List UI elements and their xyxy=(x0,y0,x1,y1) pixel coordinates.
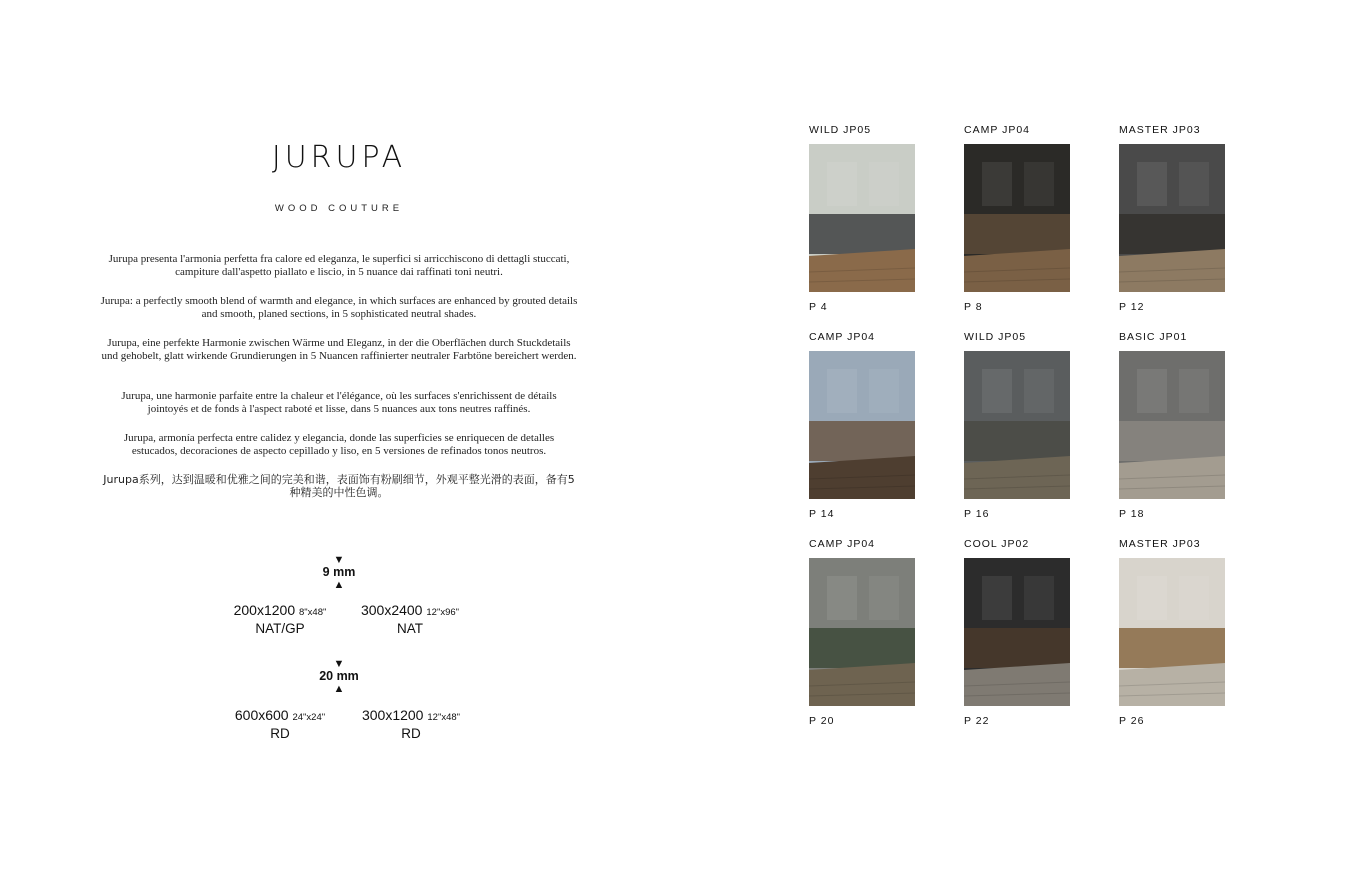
ambience-label: WILD JP05 xyxy=(964,331,1027,343)
page-reference[interactable]: P 12 xyxy=(1119,301,1145,313)
page-reference[interactable]: P 8 xyxy=(964,301,983,313)
ambience-label: MASTER JP03 xyxy=(1119,538,1201,550)
format-finish: NAT/GP xyxy=(255,621,305,636)
ambience-label: BASIC JP01 xyxy=(1119,331,1188,343)
page-reference[interactable]: P 18 xyxy=(1119,508,1145,520)
ambience-label: MASTER JP03 xyxy=(1119,124,1201,136)
format-inch: 24"x24" xyxy=(292,712,326,723)
description-es: Jurupa, armonía perfecta entre calidez y elegancia, donde las superficies se enriquecen de detalles estucados, decoraciones de aspecto cepillado y liso, en 5 versiones de refinados tonos neutros. xyxy=(123,432,555,457)
description-en: Jurupa: a perfectly smooth blend of warmth and elegance, in which surfaces are enhanced by grouted details and smooth, planed sections, in 5 sophisticated neutral shades. xyxy=(100,295,578,320)
thickness-value: 9 mm xyxy=(322,565,356,579)
room-image xyxy=(1119,558,1225,706)
format-size: 600x600 xyxy=(234,707,289,723)
format-finish: RD xyxy=(401,726,421,741)
collection-subtitle: WOOD COUTURE xyxy=(274,203,404,214)
thickness-indicator xyxy=(100,659,578,695)
thickness-value: 20 mm xyxy=(319,669,359,683)
page-reference[interactable]: P 22 xyxy=(964,715,990,727)
ambience-photo[interactable] xyxy=(809,351,915,499)
ambience-photo[interactable] xyxy=(809,558,915,706)
page-reference[interactable]: P 4 xyxy=(809,301,828,313)
format-item xyxy=(336,707,486,742)
format-inch: 12"x96" xyxy=(426,607,460,618)
format-inch: 12"x48" xyxy=(427,712,461,723)
ambience-photo[interactable] xyxy=(1119,558,1225,706)
arrow-down-icon: ▼ xyxy=(333,554,345,566)
ambience-label: CAMP JP04 xyxy=(809,331,875,343)
format-item xyxy=(340,602,480,637)
ambience-label: COOL JP02 xyxy=(964,538,1030,550)
room-image xyxy=(964,558,1070,706)
description-it: Jurupa presenta l'armonia perfetta fra calore ed eleganza, le superfici si arricchiscono di dettagli stuccati, campiture dall'aspetto piallato e liscio, in 5 nuance dai raffinati toni neutri. xyxy=(108,253,570,278)
page-reference[interactable]: P 14 xyxy=(809,508,835,520)
description-de: Jurupa, eine perfekte Harmonie zwischen Wärme und Eleganz, in der die Oberflächen durch Stuckdetails und gehobelt, glatt wirkende Grundierungen in 5 Nuancen raffinierter neutraler Farbtöne bereichert werden. xyxy=(101,337,577,362)
format-inch: 8"x48" xyxy=(299,607,327,618)
page-reference[interactable]: P 20 xyxy=(809,715,835,727)
format-size: 300x1200 xyxy=(361,707,424,723)
format-size: 200x1200 xyxy=(233,602,296,618)
page-reference[interactable]: P 16 xyxy=(964,508,990,520)
room-image xyxy=(964,144,1070,292)
ambience-photo[interactable] xyxy=(1119,144,1225,292)
arrow-up-icon: ▲ xyxy=(333,683,345,695)
room-image xyxy=(809,144,915,292)
room-image xyxy=(1119,144,1225,292)
ambience-photo[interactable] xyxy=(964,144,1070,292)
room-image xyxy=(1119,351,1225,499)
ambience-label: CAMP JP04 xyxy=(964,124,1030,136)
brand-logo: JURUPA xyxy=(271,140,407,175)
room-image xyxy=(809,351,915,499)
ambience-photo[interactable] xyxy=(809,144,915,292)
ambience-photo[interactable] xyxy=(964,558,1070,706)
thickness-indicator xyxy=(100,555,578,591)
ambience-label: CAMP JP04 xyxy=(809,538,875,550)
format-item xyxy=(210,602,350,637)
arrow-up-icon: ▲ xyxy=(333,579,345,591)
format-item xyxy=(205,707,355,742)
format-finish: NAT xyxy=(397,621,423,636)
page-reference[interactable]: P 26 xyxy=(1119,715,1145,727)
room-image xyxy=(964,351,1070,499)
ambience-label: WILD JP05 xyxy=(809,124,872,136)
description-zh: Jurupa系列，达到温暖和优雅之间的完美和谐，表面饰有粉刷细节，外观平整光滑的表面，备有5种精美的中性色调。 xyxy=(103,473,575,499)
ambience-photo[interactable] xyxy=(1119,351,1225,499)
ambience-photo[interactable] xyxy=(964,351,1070,499)
format-size: 300x2400 xyxy=(360,602,423,618)
format-finish: RD xyxy=(270,726,290,741)
description-fr: Jurupa, une harmonie parfaite entre la chaleur et l'élégance, où les surfaces s'enrichissent de détails jointoyés et de fonds à l'aspect raboté et lisse, dans 5 nuances aux tons neutres raffinés. xyxy=(121,390,557,415)
arrow-down-icon: ▼ xyxy=(333,658,345,670)
room-image xyxy=(809,558,915,706)
